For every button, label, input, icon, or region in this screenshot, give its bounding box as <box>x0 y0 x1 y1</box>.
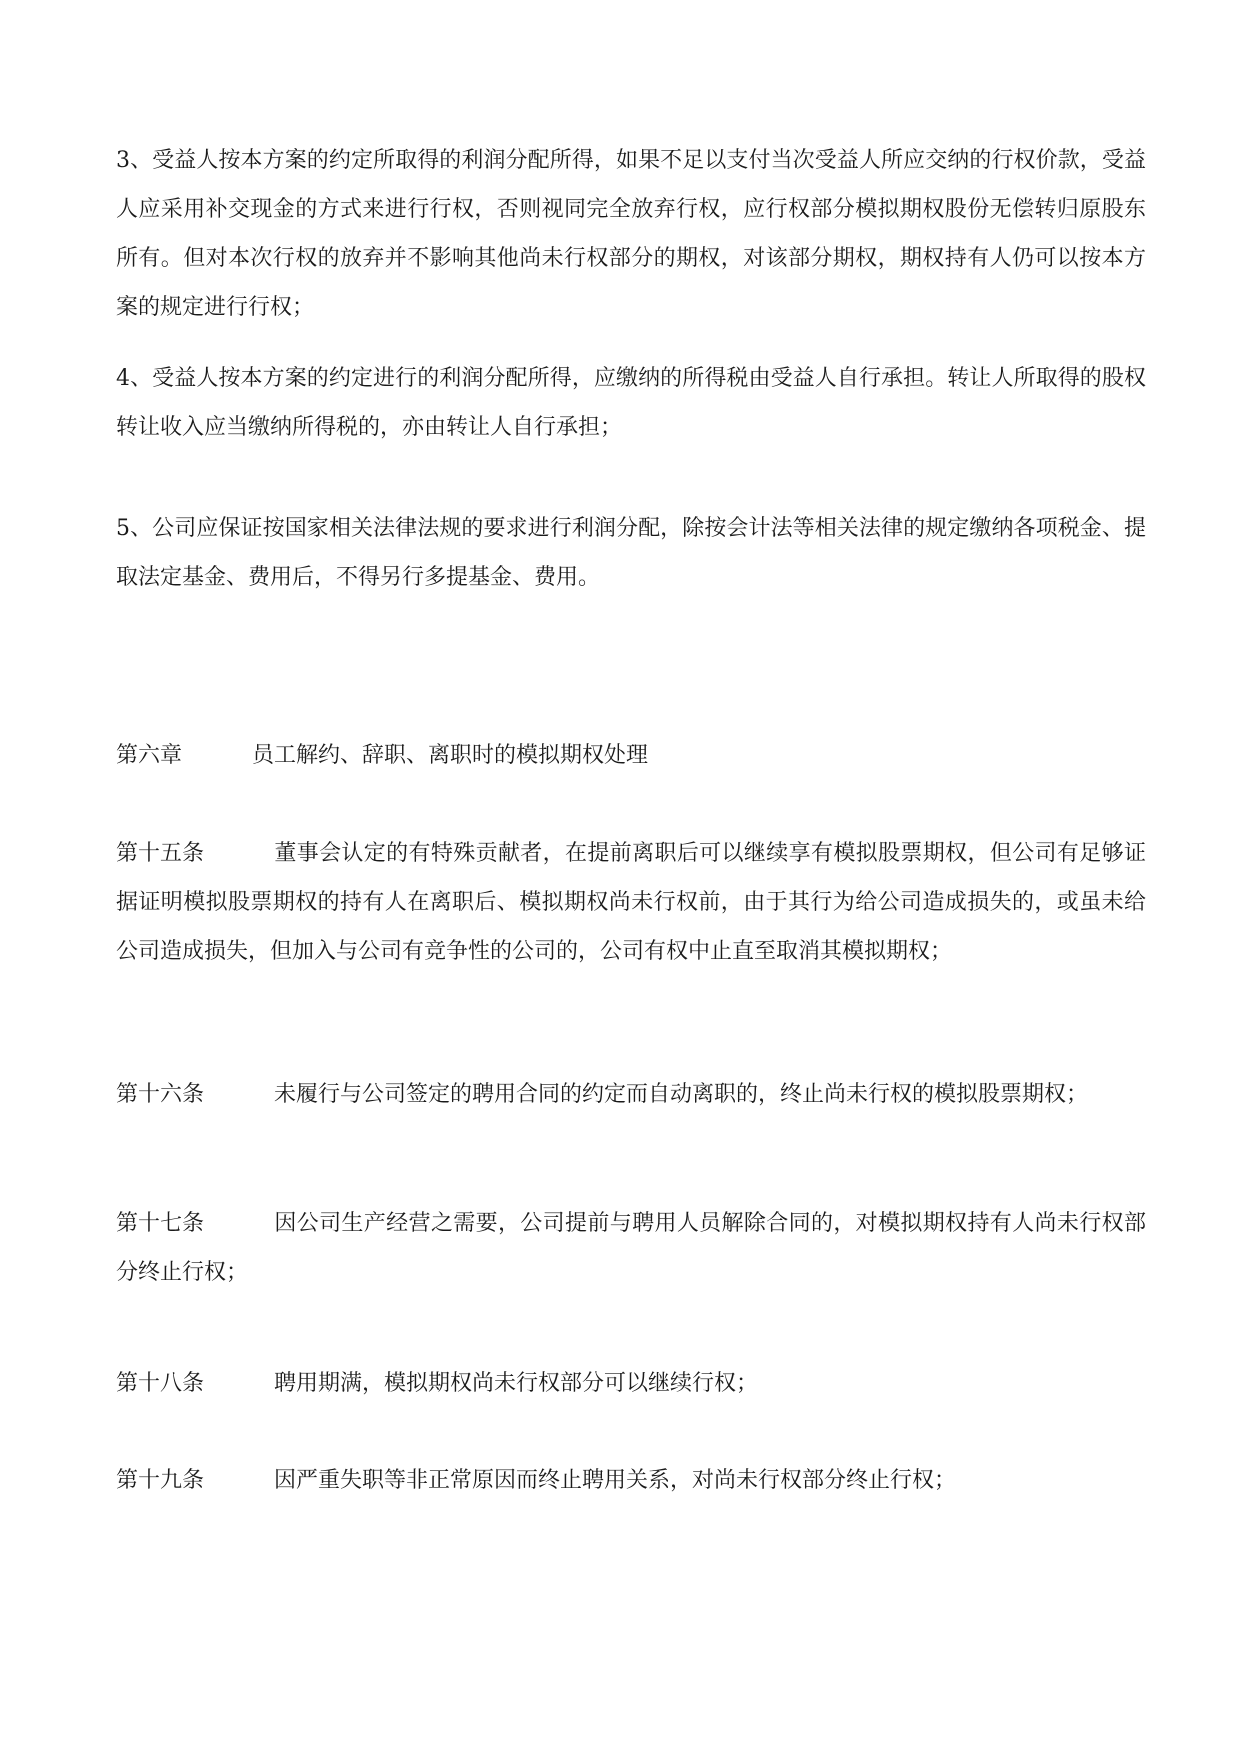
article-number: 第十五条 <box>116 841 205 866</box>
paragraph-item-5: 5、公司应保证按国家相关法律法规的要求进行利润分配，除按会计法等相关法律的规定缴纳各项税金、提取法定基金、费用后，不得另行多提基金、费用。 <box>116 516 1146 590</box>
article-number: 第十八条 <box>116 1371 205 1396</box>
paragraph-item-4: 4、受益人按本方案的约定进行的利润分配所得，应缴纳的所得税由受益人自行承担。转让人所取得的股权转让收入应当缴纳所得税的，亦由转让人自行承担； <box>116 366 1146 440</box>
article-number: 第十六条 <box>116 1082 205 1107</box>
article-text: 聘用期满，模拟期权尚未行权部分可以继续行权； <box>274 1371 759 1396</box>
article-text: 董事会认定的有特殊贡献者，在提前离职后可以继续享有模拟股票期权，但公司有足够证据证明模拟股票期权的持有人在离职后、模拟期权尚未行权前，由于其行为给公司造成损失的，或虽未给公司造成损失，但加入与公司有竞争性的公司的，公司有权中止直至取消其模拟期权； <box>116 841 1146 964</box>
chapter-title: 员工解约、辞职、离职时的模拟期权处理 <box>252 743 649 768</box>
article-16 <box>116 1070 1146 1119</box>
article-text: 因公司生产经营之需要，公司提前与聘用人员解除合同的，对模拟期权持有人尚未行权部分终止行权； <box>116 1211 1146 1285</box>
chapter-heading <box>116 731 1146 780</box>
paragraph-item-3: 3、受益人按本方案的约定所取得的利润分配所得，如果不足以支付当次受益人所应交纳的行权价款，受益人应采用补交现金的方式来进行行权，否则视同完全放弃行权，应行权部分模拟期权股份无偿转归原股东所有。但对本次行权的放弃并不影响其他尚未行权部分的期权，对该部分期权，期权持有人仍可以按本方案的规定进行行权； <box>116 148 1146 320</box>
article-17 <box>116 1199 1146 1297</box>
chapter-number: 第六章 <box>116 743 183 768</box>
article-number: 第十七条 <box>116 1211 205 1236</box>
article-text: 未履行与公司签定的聘用合同的约定而自动离职的，终止尚未行权的模拟股票期权； <box>274 1082 1089 1107</box>
article-number: 第十九条 <box>116 1468 205 1493</box>
article-19 <box>116 1456 1146 1505</box>
article-text: 因严重失职等非正常原因而终止聘用关系，对尚未行权部分终止行权； <box>274 1468 957 1493</box>
article-15 <box>116 829 1146 976</box>
article-18 <box>116 1359 1146 1408</box>
